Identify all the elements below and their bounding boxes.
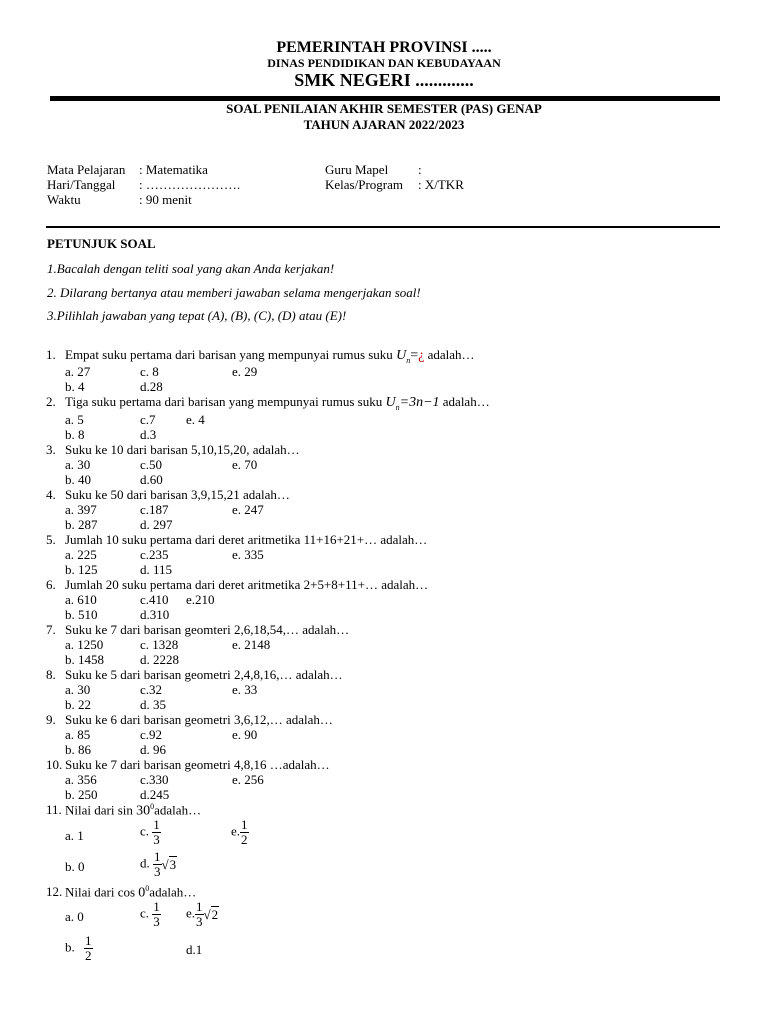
option-c: c.235: [140, 547, 169, 562]
info-value: :: [418, 162, 422, 177]
option-d: d. 115: [140, 562, 173, 577]
question-text: Nilai dari $\cos 0^0adalah\dots$: [65, 884, 197, 901]
option-b: b. 250: [65, 787, 98, 802]
fraction: $\frac{1}{3}$: [153, 817, 160, 847]
fraction: $\frac{1}{3}$: [154, 849, 161, 879]
option-b: b. 287: [65, 517, 98, 532]
option-e: e. 90: [232, 727, 258, 742]
formula-subscript: n: [395, 402, 400, 412]
option-a: a. 356: [65, 772, 97, 787]
option-b: b. 40: [65, 472, 91, 487]
header-academic-year: TAHUN AJARAN 2022/2023: [303, 117, 465, 132]
option-e: e.210: [186, 592, 215, 607]
option-b: b. 86: [65, 742, 91, 757]
info-value: : X/TKR: [418, 177, 464, 192]
info-value: : 90 menit: [139, 192, 192, 207]
option-a: a. 610: [65, 592, 97, 607]
question-text: Suku ke 7 dari barisan geometri 4,8,16 …adalah…: [65, 757, 330, 772]
question-5: [0, 532, 768, 547]
question-text: Suku ke 5 dari barisan geometri 2,4,8,16,… adalah…: [65, 667, 343, 682]
question-number: 8.: [46, 667, 56, 682]
header-dinas: DINAS PENDIDIKAN DAN KEBUDAYAAN: [267, 56, 501, 70]
option-d: d.3: [140, 427, 157, 442]
question-6: [0, 577, 768, 592]
option-a: a. 27: [65, 364, 91, 379]
fraction: $\frac{1}{3}$: [153, 899, 160, 929]
option-d: d. 35: [140, 697, 166, 712]
option-a: a. 225: [65, 547, 97, 562]
question-7: [0, 622, 768, 637]
formula-symbol: U: [385, 395, 396, 410]
question-number: 2.: [46, 394, 56, 409]
question-number: 7.: [46, 622, 56, 637]
option-c: c.330: [140, 772, 169, 787]
option-d: d. 96: [140, 742, 166, 757]
question-number: 12.: [46, 884, 63, 899]
option-e: e. 247: [232, 502, 264, 517]
option-b: b. $\frac{1}{2}$: [65, 933, 92, 963]
option-d: d. $\frac{1}{3}$ √3: [140, 849, 177, 879]
option-b: b. 0: [65, 859, 85, 874]
option-b: b. 22: [65, 697, 91, 712]
option-c: c.32: [140, 682, 163, 697]
formula-body: =3n−1: [399, 395, 440, 410]
question-text: Empat suku pertama dari barisan yang mempunyai rumus suku $U_n=¿$ adalah…: [65, 347, 475, 365]
option-d: d. 297: [140, 517, 173, 532]
header-school: SMK NEGERI .............: [294, 70, 474, 90]
option-c: c.7: [140, 412, 156, 427]
question-9: [0, 712, 768, 727]
option-c: c.410: [140, 592, 169, 607]
formula-symbol: U: [396, 348, 407, 363]
question-text: Suku ke 7 dari barisan geomteri 2,6,18,54,… adalah…: [65, 622, 350, 637]
option-c: c. $\frac{1}{3}$: [140, 817, 160, 847]
question-11: [0, 802, 768, 820]
formula-error-glyph: ¿: [418, 348, 425, 363]
header-province: PEMERINTAH PROVINSI .....: [276, 39, 492, 56]
info-divider: [46, 226, 720, 228]
question-number: 5.: [46, 532, 56, 547]
option-e: e. 29: [232, 364, 258, 379]
question-number: 6.: [46, 577, 56, 592]
option-b: b. 510: [65, 607, 98, 622]
option-c: c. 1328: [140, 637, 179, 652]
option-d: d.310: [140, 607, 170, 622]
option-d: d. 2228: [140, 652, 179, 667]
info-label: Waktu: [47, 192, 81, 207]
question-text: Suku ke 50 dari barisan 3,9,15,21 adalah…: [65, 487, 290, 502]
option-a: a. 1250: [65, 637, 104, 652]
question-10: [0, 757, 768, 772]
question-text: Suku ke 6 dari barisan geometri 3,6,12,… adalah…: [65, 712, 333, 727]
option-c: c.50: [140, 457, 163, 472]
question-text: Jumlah 10 suku pertama dari deret aritmetika 11+16+21+… adalah…: [65, 532, 428, 547]
info-label: Mata Pelajaran: [47, 162, 126, 177]
question-4: [0, 487, 768, 502]
option-b: b. 125: [65, 562, 98, 577]
degree-value: 0: [138, 885, 146, 901]
option-d: d.245: [140, 787, 170, 802]
option-e: e. 4: [186, 412, 205, 427]
option-e: e. $\frac{1}{3}$ √2: [186, 899, 219, 929]
option-a: a. 0: [65, 909, 84, 924]
option-c: c.92: [140, 727, 163, 742]
option-d: d.60: [140, 472, 163, 487]
info-label: Kelas/Program: [325, 177, 403, 192]
question-text: Tiga suku pertama dari barisan yang mempunyai rumus suku $U_n=3n-1$ adalah…: [65, 394, 490, 412]
option-e: e. 335: [232, 547, 264, 562]
question-12: [0, 884, 768, 902]
question-2: [0, 394, 768, 412]
degree-mark: 0: [150, 802, 155, 811]
option-e: e. 70: [232, 457, 258, 472]
option-a: a. 30: [65, 682, 91, 697]
question-number: 9.: [46, 712, 56, 727]
question-number: 4.: [46, 487, 56, 502]
question-text: Suku ke 10 dari barisan 5,10,15,20, adalah…: [65, 442, 300, 457]
option-c: c.187: [140, 502, 169, 517]
question-text: Jumlah 20 suku pertama dari deret aritmetika 2+5+8+11+… adalah…: [65, 577, 429, 592]
question-number: 3.: [46, 442, 56, 457]
instructions-title: PETUNJUK SOAL: [47, 236, 156, 251]
option-a: a. 5: [65, 412, 84, 427]
question-8: [0, 667, 768, 682]
option-d: d.28: [140, 379, 163, 394]
option-e: e. 2148: [232, 637, 271, 652]
option-e: e. 33: [232, 682, 258, 697]
info-value: : ………………….: [139, 177, 241, 192]
option-a: a. 397: [65, 502, 97, 517]
info-label: Hari/Tanggal: [47, 177, 116, 192]
option-a: a. 1: [65, 828, 84, 843]
instruction-item: 3.Pilihlah jawaban yang tepat (A), (B), (C), (D) atau (E)!: [47, 308, 347, 323]
degree-value: 30: [136, 803, 151, 819]
option-d: d.1: [186, 942, 203, 957]
info-row-subject: [47, 162, 727, 177]
option-b: b. 8: [65, 427, 85, 442]
option-b: b. 1458: [65, 652, 104, 667]
info-label: Guru Mapel: [325, 162, 389, 177]
info-row-time: [47, 192, 727, 207]
option-c: c. $\frac{1}{3}$: [140, 899, 160, 929]
square-root: √3: [161, 856, 177, 872]
square-root: √2: [203, 906, 219, 922]
option-c: c. 8: [140, 364, 159, 379]
info-row-date: [47, 177, 727, 192]
option-a: a. 30: [65, 457, 91, 472]
fraction: $\frac{1}{2}$: [85, 933, 92, 963]
question-number: 1.: [46, 347, 56, 362]
option-a: a. 85: [65, 727, 91, 742]
instruction-item: 1.Bacalah dengan teliti soal yang akan Anda kerjakan!: [47, 261, 335, 276]
option-e: e. 256: [232, 772, 264, 787]
instruction-item: 2. Dilarang bertanya atau memberi jawaban selama mengerjakan soal!: [47, 285, 421, 300]
formula-equals: =: [410, 348, 419, 363]
question-number: 11.: [46, 802, 62, 817]
fraction: $\frac{1}{3}$: [196, 899, 203, 929]
question-number: 10.: [46, 757, 63, 772]
question-1: [0, 347, 768, 365]
question-3: [0, 442, 768, 457]
fraction: $\frac{1}{2}$: [241, 817, 248, 847]
formula-subscript: n: [406, 355, 411, 365]
option-b: b. 4: [65, 379, 85, 394]
info-value: : Matematika: [139, 162, 208, 177]
header-exam-title: SOAL PENILAIAN AKHIR SEMESTER (PAS) GENAP: [226, 101, 542, 116]
degree-mark: 0: [145, 884, 150, 893]
question-text: Nilai dari $\sin 30^0adalah\dots$: [65, 802, 202, 819]
option-e: e. $\frac{1}{2}$: [231, 817, 248, 847]
